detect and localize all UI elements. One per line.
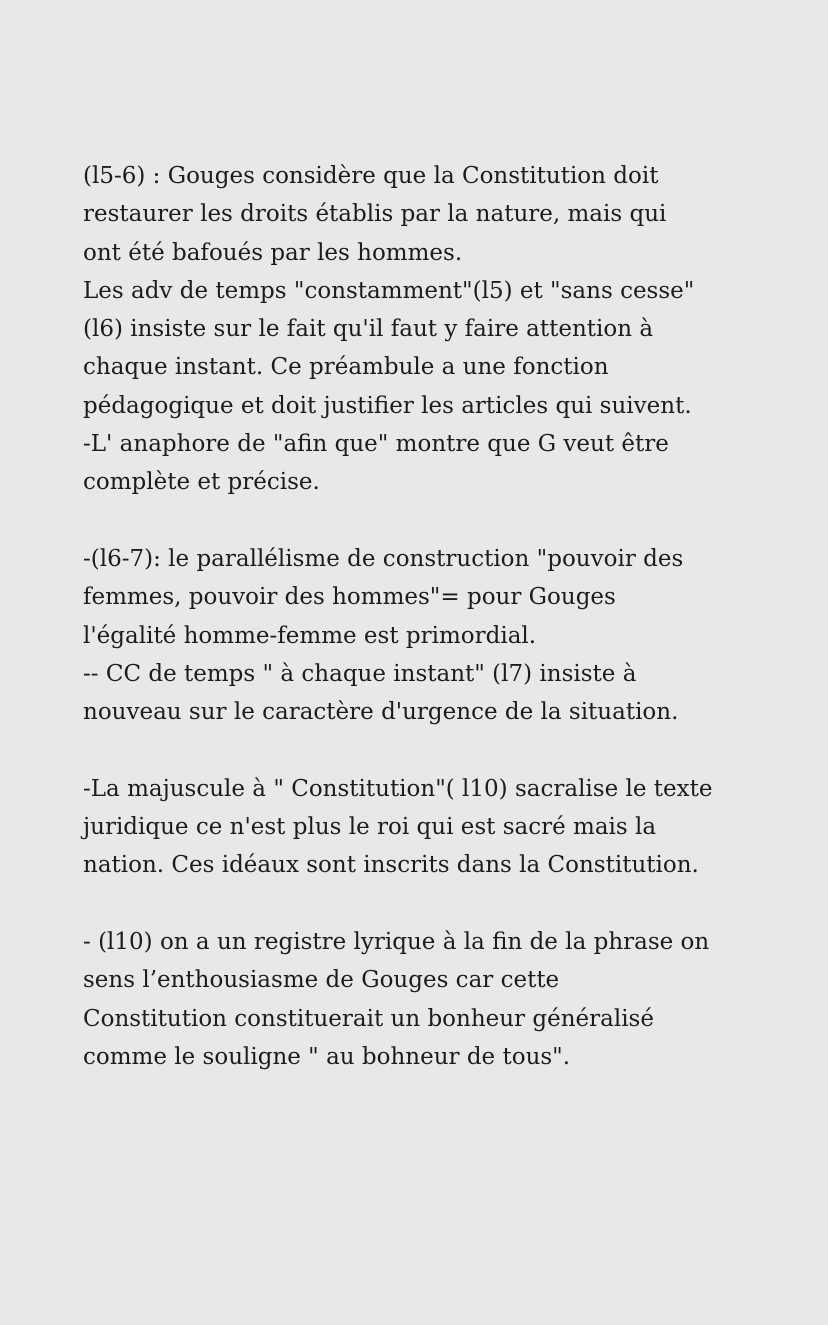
paragraph-parallelism xyxy=(83,540,783,731)
text-line: -(l6-7): le parallélisme de construction "pouvoir des xyxy=(83,545,684,572)
text-line: nouveau sur le caractère d'urgence de la situation. xyxy=(83,699,679,726)
text-line: (l6) insiste sur le fait qu'il faut y faire attention à xyxy=(83,316,654,343)
text-line: chaque instant. Ce préambule a une fonction xyxy=(83,354,609,381)
text-line: -La majuscule à " Constitution"( l10) sacralise le texte xyxy=(83,775,713,802)
paragraph-spacer xyxy=(83,885,783,923)
paragraph-spacer xyxy=(83,731,783,769)
paragraph-capital-letter xyxy=(83,770,783,885)
text-line: juridique ce n'est plus le roi qui est sacré mais la xyxy=(83,814,657,841)
text-line: complète et précise. xyxy=(83,469,320,496)
note-text xyxy=(83,157,783,1076)
text-line: Les adv de temps "constamment"(l5) et "sans cesse" xyxy=(83,277,695,304)
text-line: nation. Ces idéaux sont inscrits dans la Constitution. xyxy=(83,852,699,879)
text-line: femmes, pouvoir des hommes"= pour Gouges xyxy=(83,584,616,611)
paragraph-constitution-rights xyxy=(83,157,783,502)
text-line: comme le souligne " au bohneur de tous". xyxy=(83,1043,571,1070)
text-line: Constitution constituerait un bonheur généralisé xyxy=(83,1005,654,1032)
text-line: ont été bafoués par les hommes. xyxy=(83,239,463,266)
text-line: - (l10) on a un registre lyrique à la fin de la phrase on xyxy=(83,928,710,955)
text-line: -L' anaphore de "afin que" montre que G veut être xyxy=(83,431,669,458)
text-line: pédagogique et doit justifier les articles qui suivent. xyxy=(83,392,692,419)
paragraph-lyrical-register xyxy=(83,923,783,1076)
text-line: -- CC de temps " à chaque instant" (l7) insiste à xyxy=(83,660,637,687)
paragraph-spacer xyxy=(83,502,783,540)
text-line: sens l’enthousiasme de Gouges car cette xyxy=(83,967,560,994)
text-line: restaurer les droits établis par la nature, mais qui xyxy=(83,201,667,228)
text-line: l'égalité homme-femme est primordial. xyxy=(83,622,537,649)
text-line: (l5-6) : Gouges considère que la Constitution doit xyxy=(83,163,659,189)
